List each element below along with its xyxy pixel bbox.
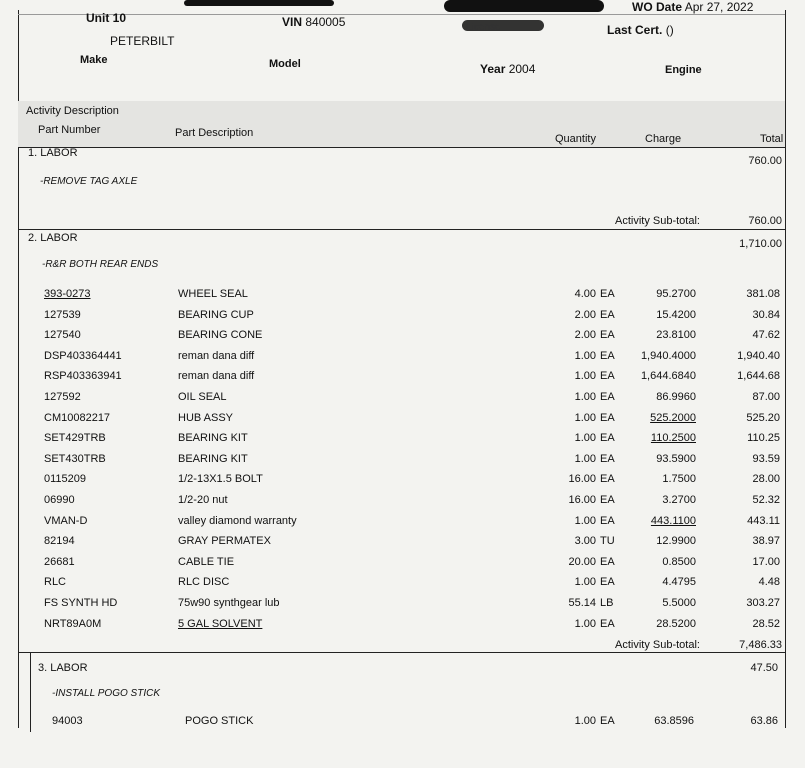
- part-number: CM10082217: [44, 411, 111, 424]
- part-number: 26681: [44, 555, 75, 568]
- line-total: 28.52: [752, 617, 780, 630]
- activity-2-subtotal-label: Activity Sub-total:: [615, 639, 700, 651]
- quantity: 1.00: [574, 432, 596, 445]
- vin-label: VIN: [282, 15, 303, 29]
- line-total: 303.27: [746, 597, 780, 609]
- unit: EA: [600, 473, 615, 486]
- quantity: 1.00: [574, 576, 596, 589]
- part-description: CABLE TIE: [178, 555, 235, 568]
- line-total: 110.25: [747, 432, 780, 445]
- charge: 4.4795: [662, 576, 696, 589]
- charge: 95.2700: [656, 288, 696, 300]
- part-description: OIL SEAL: [178, 391, 227, 403]
- line-item-row: [0, 597, 805, 615]
- part-description: POGO STICK: [185, 715, 254, 727]
- activity-2-subtotal: 7,486.33: [739, 639, 782, 651]
- header-top-line: [18, 14, 785, 15]
- activity-3-total: 47.50: [750, 662, 778, 674]
- line-item-row: [0, 412, 805, 430]
- quantity: 1.00: [574, 411, 596, 424]
- part-description: 1/2-13X1.5 BOLT: [178, 473, 263, 486]
- line-total: 28.00: [752, 473, 780, 486]
- line-total: 52.32: [752, 494, 780, 506]
- quantity: 2.00: [574, 329, 596, 342]
- part-description: HUB ASSY: [178, 411, 234, 424]
- line-item-row: [0, 556, 805, 574]
- charge: 93.5900: [656, 452, 696, 465]
- charge: 1,644.6840: [640, 370, 696, 383]
- line-item-row: [0, 432, 805, 450]
- part-number: RSP403363941: [44, 370, 122, 383]
- activity-1-subtotal: 760.00: [748, 215, 782, 227]
- quantity: 1.00: [574, 370, 596, 383]
- unit: EA: [600, 411, 615, 424]
- redaction-mark: [444, 0, 604, 12]
- charge: 443.1100: [650, 514, 696, 527]
- activity-1-title: 1. LABOR: [28, 147, 78, 159]
- charge: 3.2700: [662, 494, 696, 506]
- part-description: BEARING CONE: [178, 329, 263, 342]
- unit: EA: [600, 494, 615, 506]
- line-item-row: [0, 288, 805, 306]
- line-total: 4.48: [758, 576, 780, 589]
- part-number: 94003: [52, 715, 83, 727]
- charge: 1,940.4000: [640, 349, 696, 362]
- charge: 110.2500: [650, 432, 696, 445]
- charge: 1.7500: [662, 473, 696, 486]
- part-description: RLC DISC: [178, 576, 230, 589]
- quantity: 2.00: [574, 308, 596, 321]
- model-label: Model: [269, 58, 301, 70]
- part-number: 127540: [44, 329, 81, 342]
- part-number: NRT89A0M: [44, 617, 102, 630]
- line-item-row: [0, 618, 805, 636]
- line-item-row: [0, 535, 805, 553]
- activity-2-divider: [18, 652, 785, 653]
- unit: EA: [600, 370, 615, 383]
- col-total: Total: [760, 133, 784, 145]
- activity-1-subtotal-label: Activity Sub-total:: [615, 215, 700, 227]
- line-total: 1,644.68: [737, 370, 780, 383]
- engine-label: Engine: [665, 64, 702, 76]
- part-number: 06990: [44, 494, 75, 506]
- activity-1-note: -REMOVE TAG AXLE: [40, 176, 138, 187]
- line-item-row: [0, 453, 805, 471]
- line-total: 525.20: [746, 411, 780, 424]
- unit: TU: [600, 535, 615, 548]
- part-description: reman dana diff: [178, 349, 255, 362]
- part-number: FS SYNTH HD: [44, 597, 118, 609]
- quantity: 1.00: [574, 715, 596, 727]
- part-description: 75w90 synthgear lub: [178, 597, 280, 609]
- charge: 86.9960: [656, 391, 696, 403]
- activity-2-note: -R&R BOTH REAR ENDS: [42, 259, 159, 270]
- activity-1-total: 760.00: [748, 155, 782, 167]
- part-description: BEARING CUP: [178, 308, 254, 321]
- part-number: 0115209: [44, 473, 87, 486]
- line-total: 63.86: [750, 715, 778, 727]
- line-total: 17.00: [752, 555, 780, 568]
- quantity: 1.00: [574, 349, 596, 362]
- quantity: 1.00: [574, 452, 596, 465]
- line-item-row: [0, 370, 805, 388]
- unit: EA: [600, 715, 615, 727]
- quantity: 55.14: [568, 597, 596, 609]
- col-charge: Charge: [645, 133, 682, 145]
- part-number: 127539: [44, 308, 81, 321]
- redaction-mark: [184, 0, 334, 6]
- wo-date-label: WO Date: [632, 0, 683, 14]
- quantity: 16.00: [568, 494, 596, 506]
- part-number: 82194: [44, 535, 75, 548]
- charge: 0.8500: [662, 555, 696, 568]
- col-part-number: Part Number: [38, 124, 101, 136]
- part-description: BEARING KIT: [178, 452, 248, 465]
- part-number: DSP403364441: [44, 349, 122, 362]
- unit: EA: [600, 432, 615, 445]
- unit: EA: [600, 391, 615, 403]
- part-description: 5 GAL SOLVENT: [178, 617, 263, 630]
- line-item-row: [0, 391, 805, 409]
- col-part-description: Part Description: [175, 127, 254, 139]
- part-description: WHEEL SEAL: [178, 288, 248, 300]
- year-label: Year: [480, 62, 506, 76]
- line-total: 1,940.40: [737, 349, 780, 362]
- unit: LB: [600, 597, 614, 609]
- vin-value: 840005: [305, 15, 346, 29]
- line-total: 443.11: [747, 514, 780, 527]
- column-header-bottom: [18, 147, 785, 148]
- part-number: 127592: [44, 391, 81, 403]
- wo-date-value: Apr 27, 2022: [684, 0, 754, 14]
- unit: EA: [600, 349, 615, 362]
- quantity: 1.00: [574, 391, 596, 403]
- activity-2-total: 1,710.00: [739, 238, 782, 250]
- line-total: 381.08: [746, 288, 780, 300]
- activity-1-divider: [18, 229, 785, 230]
- charge: 12.9900: [656, 535, 696, 548]
- license-label: License: [466, 22, 501, 33]
- unit: EA: [600, 617, 615, 630]
- year-field: [480, 62, 535, 76]
- line-item-row: [0, 350, 805, 368]
- quantity: 3.00: [574, 535, 596, 548]
- part-description: reman dana diff: [178, 370, 255, 383]
- part-number: RLC: [44, 576, 67, 589]
- unit: EA: [600, 329, 615, 342]
- line-item-row: [0, 515, 805, 533]
- last-cert-label: Last Cert.: [607, 23, 663, 37]
- unit: EA: [600, 555, 615, 568]
- line-item-row: [0, 576, 805, 594]
- line-total: 30.84: [752, 308, 780, 321]
- part-description: GRAY PERMATEX: [178, 535, 271, 548]
- activity-2-title: 2. LABOR: [28, 232, 78, 244]
- activity-3-note: -INSTALL POGO STICK: [52, 688, 160, 699]
- quantity: 1.00: [574, 514, 596, 527]
- unit: EA: [600, 308, 615, 321]
- unit-label: Unit: [86, 11, 110, 25]
- charge: 28.5200: [656, 617, 696, 630]
- part-description: 1/2-20 nut: [178, 494, 228, 506]
- line-total: 38.97: [752, 535, 780, 548]
- part-number: SET429TRB: [44, 432, 106, 445]
- vin-field: [282, 15, 345, 29]
- charge: 525.2000: [650, 411, 696, 424]
- quantity: 1.00: [574, 617, 596, 630]
- col-quantity: Quantity: [555, 133, 596, 145]
- part-number: 393-0273: [44, 288, 91, 300]
- line-total: 93.59: [752, 452, 780, 465]
- last-cert-value: (): [665, 23, 674, 37]
- line-total: 47.62: [752, 329, 780, 342]
- charge: 5.5000: [662, 597, 696, 609]
- line-item-row: [0, 473, 805, 491]
- quantity: 16.00: [568, 473, 596, 486]
- part-number: VMAN-D: [44, 514, 88, 527]
- wo-date-field: [632, 0, 753, 14]
- charge: 23.8100: [656, 329, 696, 342]
- last-cert-field: [607, 23, 674, 37]
- unit-value: 10: [112, 11, 127, 25]
- line-total: 87.00: [752, 391, 780, 403]
- line-item-row: [0, 309, 805, 327]
- charge: 63.8596: [654, 715, 694, 727]
- activity-3-title: 3. LABOR: [38, 662, 88, 674]
- part-number: SET430TRB: [44, 452, 106, 465]
- part-description: BEARING KIT: [178, 432, 248, 445]
- make-label: Make: [80, 54, 108, 66]
- col-activity: Activity Description: [26, 105, 119, 117]
- charge: 15.4200: [656, 308, 696, 321]
- line-item-row: [0, 494, 805, 512]
- line-item-row: [0, 329, 805, 347]
- year-value: 2004: [508, 62, 536, 76]
- unit: EA: [600, 514, 615, 527]
- quantity: 4.00: [574, 288, 596, 300]
- unit: EA: [600, 452, 615, 465]
- part-description: valley diamond warranty: [178, 514, 297, 527]
- unit-field: [86, 11, 126, 25]
- make-value: PETERBILT: [110, 34, 175, 48]
- line-item-row: [0, 715, 805, 733]
- quantity: 20.00: [568, 555, 596, 568]
- unit: EA: [600, 288, 615, 300]
- unit: EA: [600, 576, 615, 589]
